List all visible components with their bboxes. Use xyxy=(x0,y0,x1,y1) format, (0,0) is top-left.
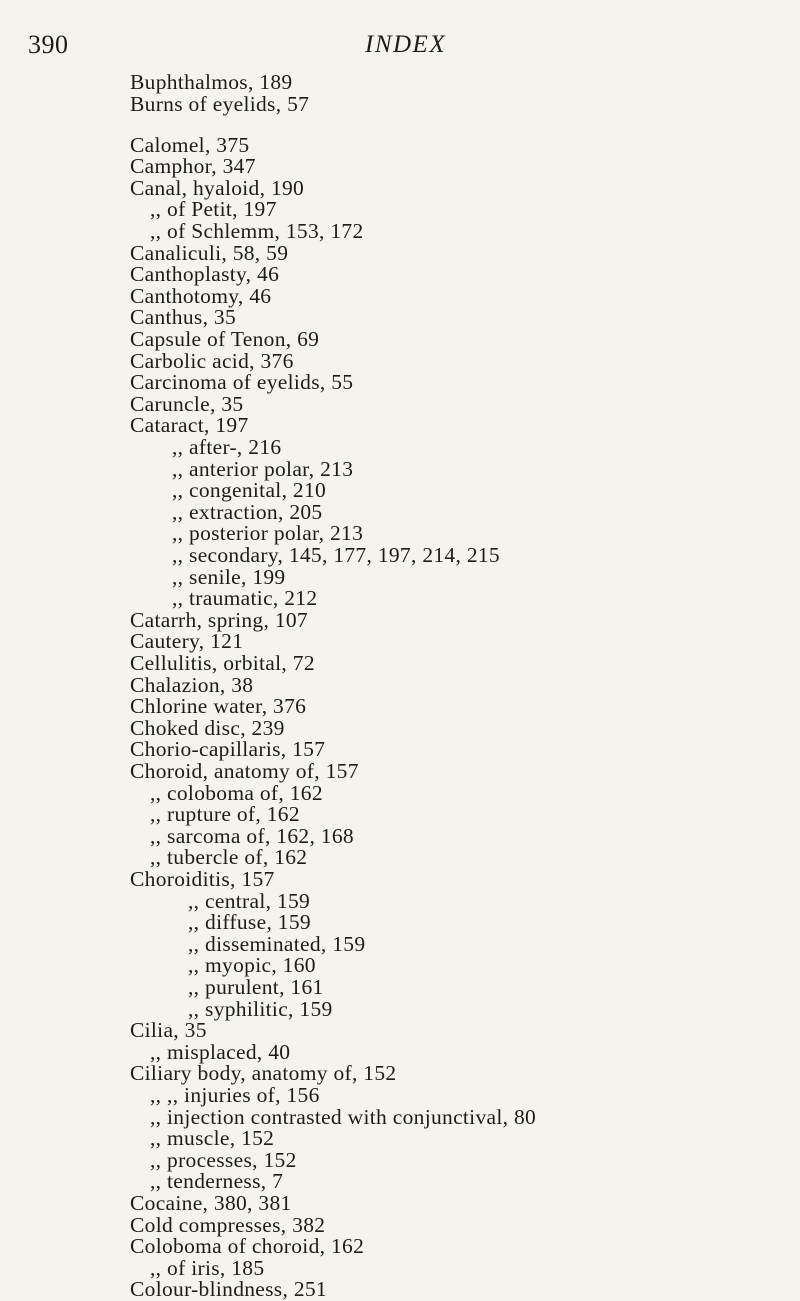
index-entry: ,, myopic, 160 xyxy=(188,953,316,977)
running-head: INDEX xyxy=(365,31,447,58)
index-entry: ,, secondary, 145, 177, 197, 214, 215 xyxy=(172,543,500,567)
index-entry: Camphor, 347 xyxy=(130,154,256,178)
index-entry: Choked disc, 239 xyxy=(130,716,285,740)
index-entry: ,, anterior polar, 213 xyxy=(172,457,354,481)
index-entry: Colour-blindness, 251 xyxy=(130,1277,327,1301)
index-entry: Cold compresses, 382 xyxy=(130,1213,326,1237)
index-entry: Calomel, 375 xyxy=(130,133,250,157)
index-entry: ,, senile, 199 xyxy=(172,565,286,589)
index-entry: ,, central, 159 xyxy=(188,889,311,913)
index-entry: ,, sarcoma of, 162, 168 xyxy=(150,824,354,848)
index-entry: ,, diffuse, 159 xyxy=(188,910,311,934)
index-entry: ,, tubercle of, 162 xyxy=(150,845,308,869)
index-entry: ,, of Petit, 197 xyxy=(150,197,277,221)
index-entry: ,, extraction, 205 xyxy=(172,500,323,524)
index-entry: ,, tenderness, 7 xyxy=(150,1169,284,1193)
index-entry: Coloboma of choroid, 162 xyxy=(130,1234,365,1258)
index-entry: ,, disseminated, 159 xyxy=(188,932,366,956)
page-number: 390 xyxy=(28,30,69,59)
index-entry: ,, processes, 152 xyxy=(150,1148,297,1172)
index-entry: Choroid, anatomy of, 157 xyxy=(130,759,359,783)
index-entry: ,, ,, injuries of, 156 xyxy=(150,1083,320,1107)
index-entry: Cautery, 121 xyxy=(130,629,244,653)
index-entry: ,, syphilitic, 159 xyxy=(188,997,333,1021)
index-entry: Carbolic acid, 376 xyxy=(130,349,294,373)
index-entry: Caruncle, 35 xyxy=(130,392,244,416)
index-entry: ,, purulent, 161 xyxy=(188,975,324,999)
index-entry: ,, of Schlemm, 153, 172 xyxy=(150,219,364,243)
index-entry: Chalazion, 38 xyxy=(130,673,254,697)
index-entry: Cellulitis, orbital, 72 xyxy=(130,651,315,675)
index-entry: Choroiditis, 157 xyxy=(130,867,275,891)
index-entry: ,, misplaced, 40 xyxy=(150,1040,291,1064)
index-entry: Cocaine, 380, 381 xyxy=(130,1191,292,1215)
index-entry: ,, coloboma of, 162 xyxy=(150,781,323,805)
index-entry: Canthotomy, 46 xyxy=(130,284,272,308)
index-entry: Chorio-capillaris, 157 xyxy=(130,737,326,761)
index-entry: Capsule of Tenon, 69 xyxy=(130,327,320,351)
index-entry: Carcinoma of eyelids, 55 xyxy=(130,370,354,394)
index-entry: Burns of eyelids, 57 xyxy=(130,92,310,116)
index-entry: Chlorine water, 376 xyxy=(130,694,307,718)
index-entry: ,, congenital, 210 xyxy=(172,478,327,502)
index-entry: ,, muscle, 152 xyxy=(150,1126,275,1150)
index-entry: Canal, hyaloid, 190 xyxy=(130,176,305,200)
index-entry: Catarrh, spring, 107 xyxy=(130,608,308,632)
index-entry: ,, posterior polar, 213 xyxy=(172,521,364,545)
index-entry: Canaliculi, 58, 59 xyxy=(130,241,289,265)
index-entry: Buphthalmos, 189 xyxy=(130,70,293,94)
index-entry: Canthus, 35 xyxy=(130,305,237,329)
index-entry: Cataract, 197 xyxy=(130,413,249,437)
index-entry: Canthoplasty, 46 xyxy=(130,262,280,286)
index-entry: ,, after-, 216 xyxy=(172,435,282,459)
index-entry: ,, of iris, 185 xyxy=(150,1256,265,1280)
index-entry: Cilia, 35 xyxy=(130,1018,207,1042)
index-entry: ,, rupture of, 162 xyxy=(150,802,300,826)
index-entry: Ciliary body, anatomy of, 152 xyxy=(130,1061,397,1085)
index-entry: ,, traumatic, 212 xyxy=(172,586,318,610)
index-entry: ,, injection contrasted with conjunctival, 80 xyxy=(150,1105,537,1129)
